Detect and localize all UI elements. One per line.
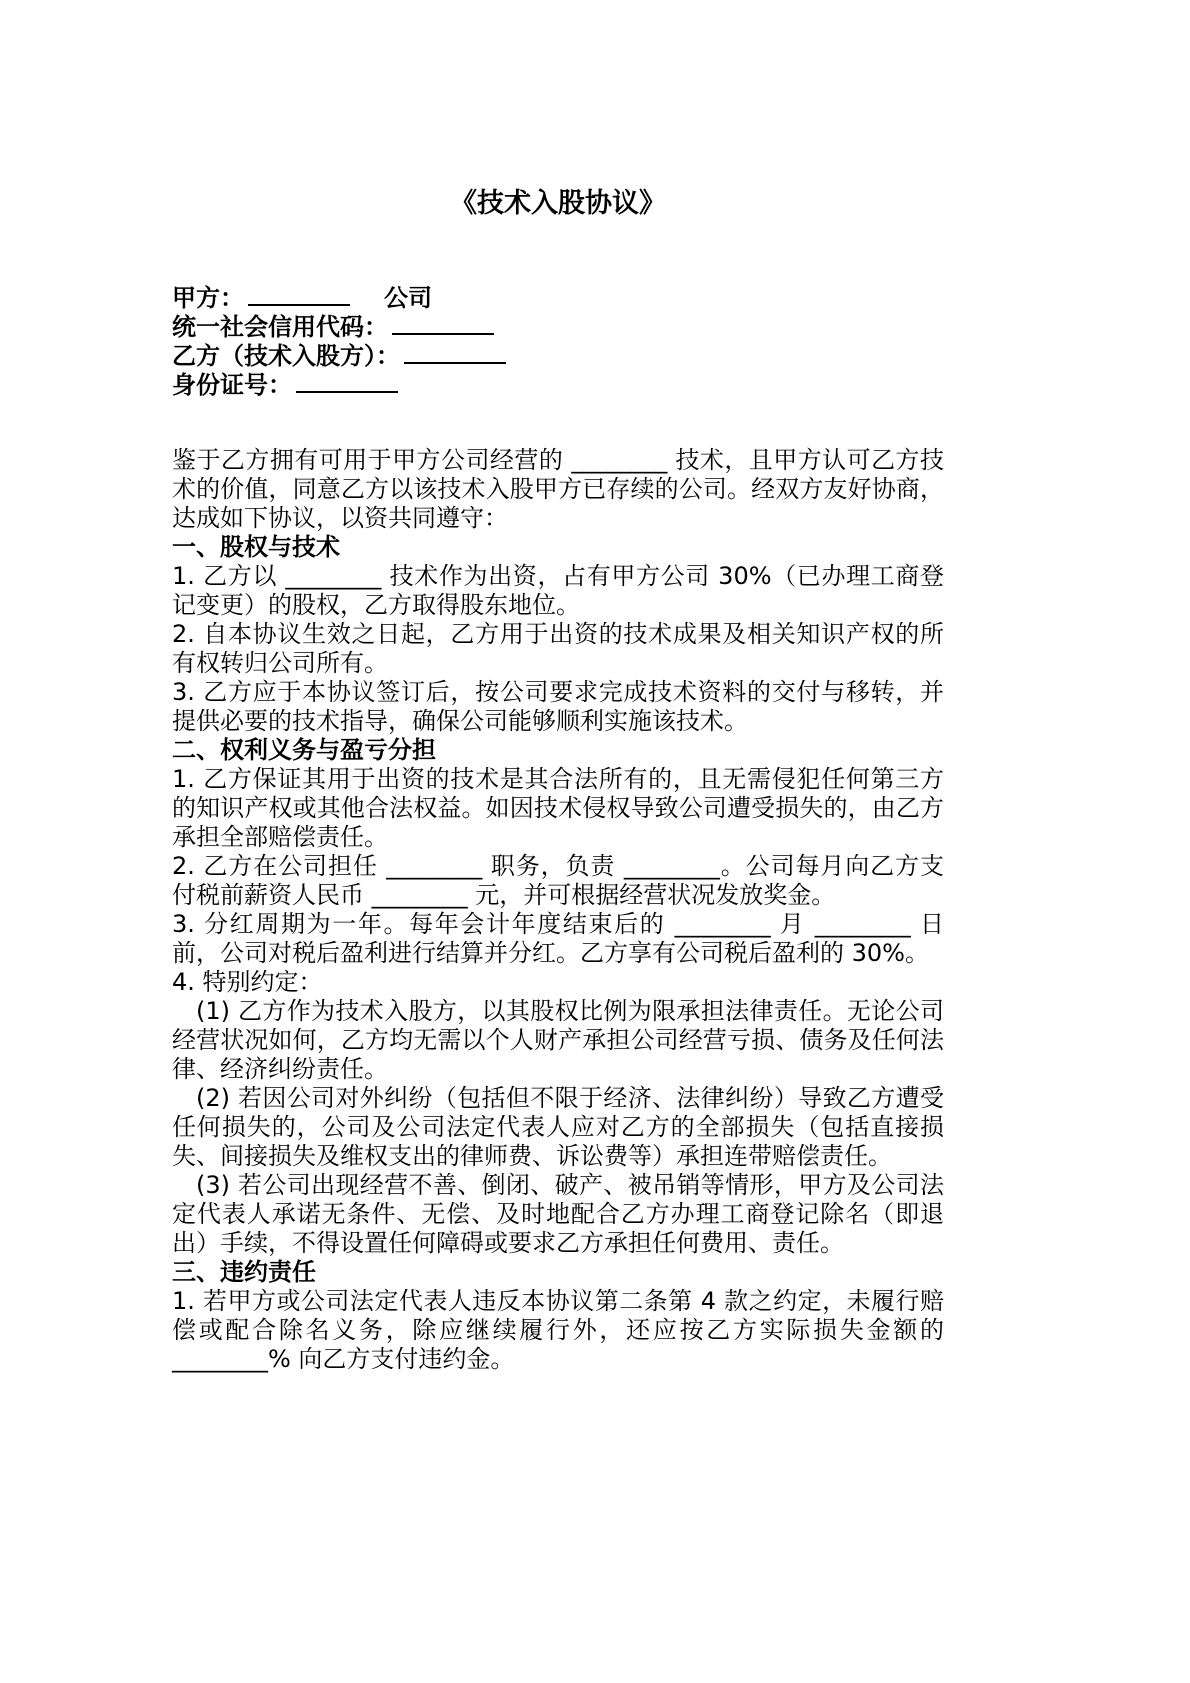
party-a-label: 甲方： [172,284,244,312]
preamble-paragraph: 鉴于乙方拥有可用于甲方公司经营的 ________ 技术，且甲方认可乙方技术的价值，同意乙方以该技术入股甲方已存续的公司。经双方友好协商，达成如下协议，以资共同遵守： [172,446,944,532]
section-heading-1: 一、股权与技术 [172,533,340,561]
clause-1-2: 2. 自本协议生效之日起，乙方用于出资的技术成果及相关知识产权的所有权转归公司所有。 [172,620,944,677]
party-b-row [172,342,510,371]
party-b-blank [404,342,506,364]
party-a-row [172,284,510,313]
clause-1-1: 1. 乙方以 ________ 技术作为出资，占有甲方公司 30%（已办理工商登记变更）的股权，乙方取得股东地位。 [172,562,944,619]
agreement-body [172,446,944,1374]
clause-2-1: 1. 乙方保证其用于出资的技术是其合法所有的，且无需侵犯任何第三方的知识产权或其他合法权益。如因技术侵权导致公司遭受损失的，由乙方承担全部赔偿责任。 [172,765,944,851]
clause-2-3: 3. 分红周期为一年。每年会计年度结束后的 ________ 月 ________ 日前，公司对税后盈利进行结算并分红。乙方享有公司税后盈利的 30%。 [172,910,944,967]
clause-1-3: 3. 乙方应于本协议签订后，按公司要求完成技术资料的交付与移转，并提供必要的技术指导，确保公司能够顺利实施该技术。 [172,678,944,735]
clause-3-1: 1. 若甲方或公司法定代表人违反本协议第二条第 4 款之约定，未履行赔偿或配合除名义务，除应继续履行外，还应按乙方实际损失金额的 ________% 向乙方支付违约金。 [172,1287,944,1373]
section-heading-3: 三、违约责任 [172,1258,316,1286]
party-a-suffix: 公司 [384,284,432,312]
credit-code-blank [392,313,494,335]
document-title: 《技术入股协议》 [450,188,666,219]
party-info-block [172,284,510,400]
clause-2-4: 4. 特别约定： [172,968,323,996]
clause-2-4-2: (2) 若因公司对外纠纷（包括但不限于经济、法律纠纷）导致乙方遭受任何损失的，公司及公司法定代表人应对乙方的全部损失（包括直接损失、间接损失及维权支出的律师费、诉讼费等）承担连带赔偿责任。 [172,1084,944,1170]
id-number-row [172,371,510,400]
id-number-label: 身份证号： [172,371,292,399]
clause-2-2: 2. 乙方在公司担任 ________ 职务，负责 ________。公司每月向乙方支付税前薪资人民币 ________ 元，并可根据经营状况发放奖金。 [172,852,944,909]
section-heading-2: 二、权利义务与盈亏分担 [172,736,436,764]
party-a-blank [248,284,350,306]
credit-code-label: 统一社会信用代码： [172,313,388,341]
credit-code-row [172,313,510,342]
clause-2-4-1: (1) 乙方作为技术入股方，以其股权比例为限承担法律责任。无论公司经营状况如何，乙方均无需以个人财产承担公司经营亏损、债务及任何法律、经济纠纷责任。 [172,997,944,1083]
clause-2-4-3: (3) 若公司出现经营不善、倒闭、破产、被吊销等情形，甲方及公司法定代表人承诺无条件、无偿、及时地配合乙方办理工商登记除名（即退出）手续，不得设置任何障碍或要求乙方承担任何费用、责任。 [172,1171,944,1257]
id-number-blank [296,371,398,393]
party-b-label: 乙方（技术入股方）： [172,342,400,370]
